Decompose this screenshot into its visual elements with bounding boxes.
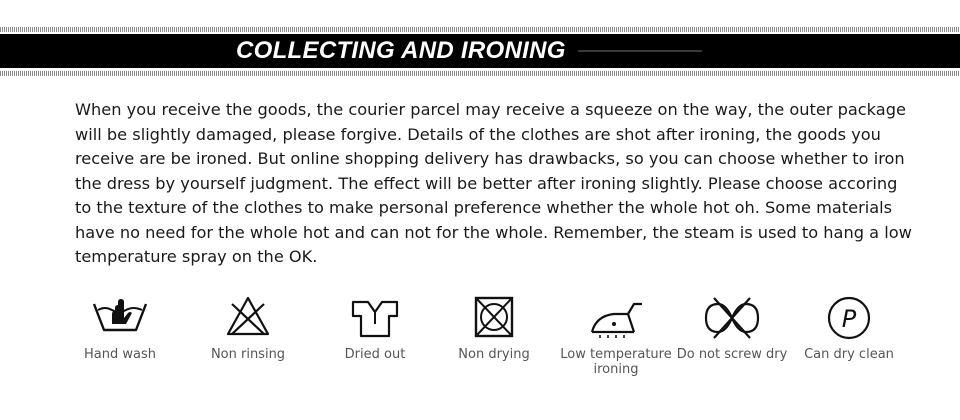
dried-out-icon <box>345 294 405 342</box>
svg-text:P: P <box>841 305 857 333</box>
care-label: Low temperature ironing <box>560 347 672 377</box>
page-title: COLLECTING AND IRONING <box>236 37 566 64</box>
care-item-low-temperature-ironing <box>551 294 681 377</box>
care-label: Can dry clean <box>804 347 894 362</box>
can-dry-clean-icon <box>819 294 879 342</box>
care-item-dried-out <box>310 294 440 362</box>
hand-wash-icon <box>90 294 150 342</box>
care-label: Dried out <box>344 347 406 362</box>
banner-accent-line <box>578 50 702 52</box>
bottom-hatch-divider <box>0 71 960 76</box>
care-label: Non drying <box>458 347 530 362</box>
care-symbols-row <box>0 294 960 404</box>
care-item-hand-wash <box>55 294 185 362</box>
top-hatch-divider <box>0 27 960 32</box>
non-drying-icon <box>464 294 524 342</box>
title-banner <box>0 34 960 68</box>
low-temperature-ironing-icon <box>586 294 646 342</box>
care-label: Hand wash <box>84 347 156 362</box>
care-item-do-not-screw-dry <box>667 294 797 362</box>
care-label: Non rinsing <box>210 347 286 362</box>
care-label: Do not screw dry <box>676 347 788 362</box>
intro-paragraph: When you receive the goods, the courier parcel may receive a squeeze on the way, the outer package will be slightly damaged, please forgive. Details of the clothes are shot after ironing, the goods you receive are be ironed. But online shopping delivery has drawbacks, so you can choose whether to iron the dress by yourself judgment. The effect will be better after ironing slightly. Please choose accoring to the texture of the clothes to make personal preference whether the whole hot oh. Some materials have no need for the whole hot and can not for the whole. Remember, the steam is used to hang a low temperature spray on the OK. <box>75 100 912 266</box>
care-item-non-drying <box>429 294 559 362</box>
care-item-can-dry-clean <box>784 294 914 362</box>
non-rinsing-icon <box>218 294 278 342</box>
do-not-screw-dry-icon <box>702 294 762 342</box>
care-item-non-rinsing <box>183 294 313 362</box>
